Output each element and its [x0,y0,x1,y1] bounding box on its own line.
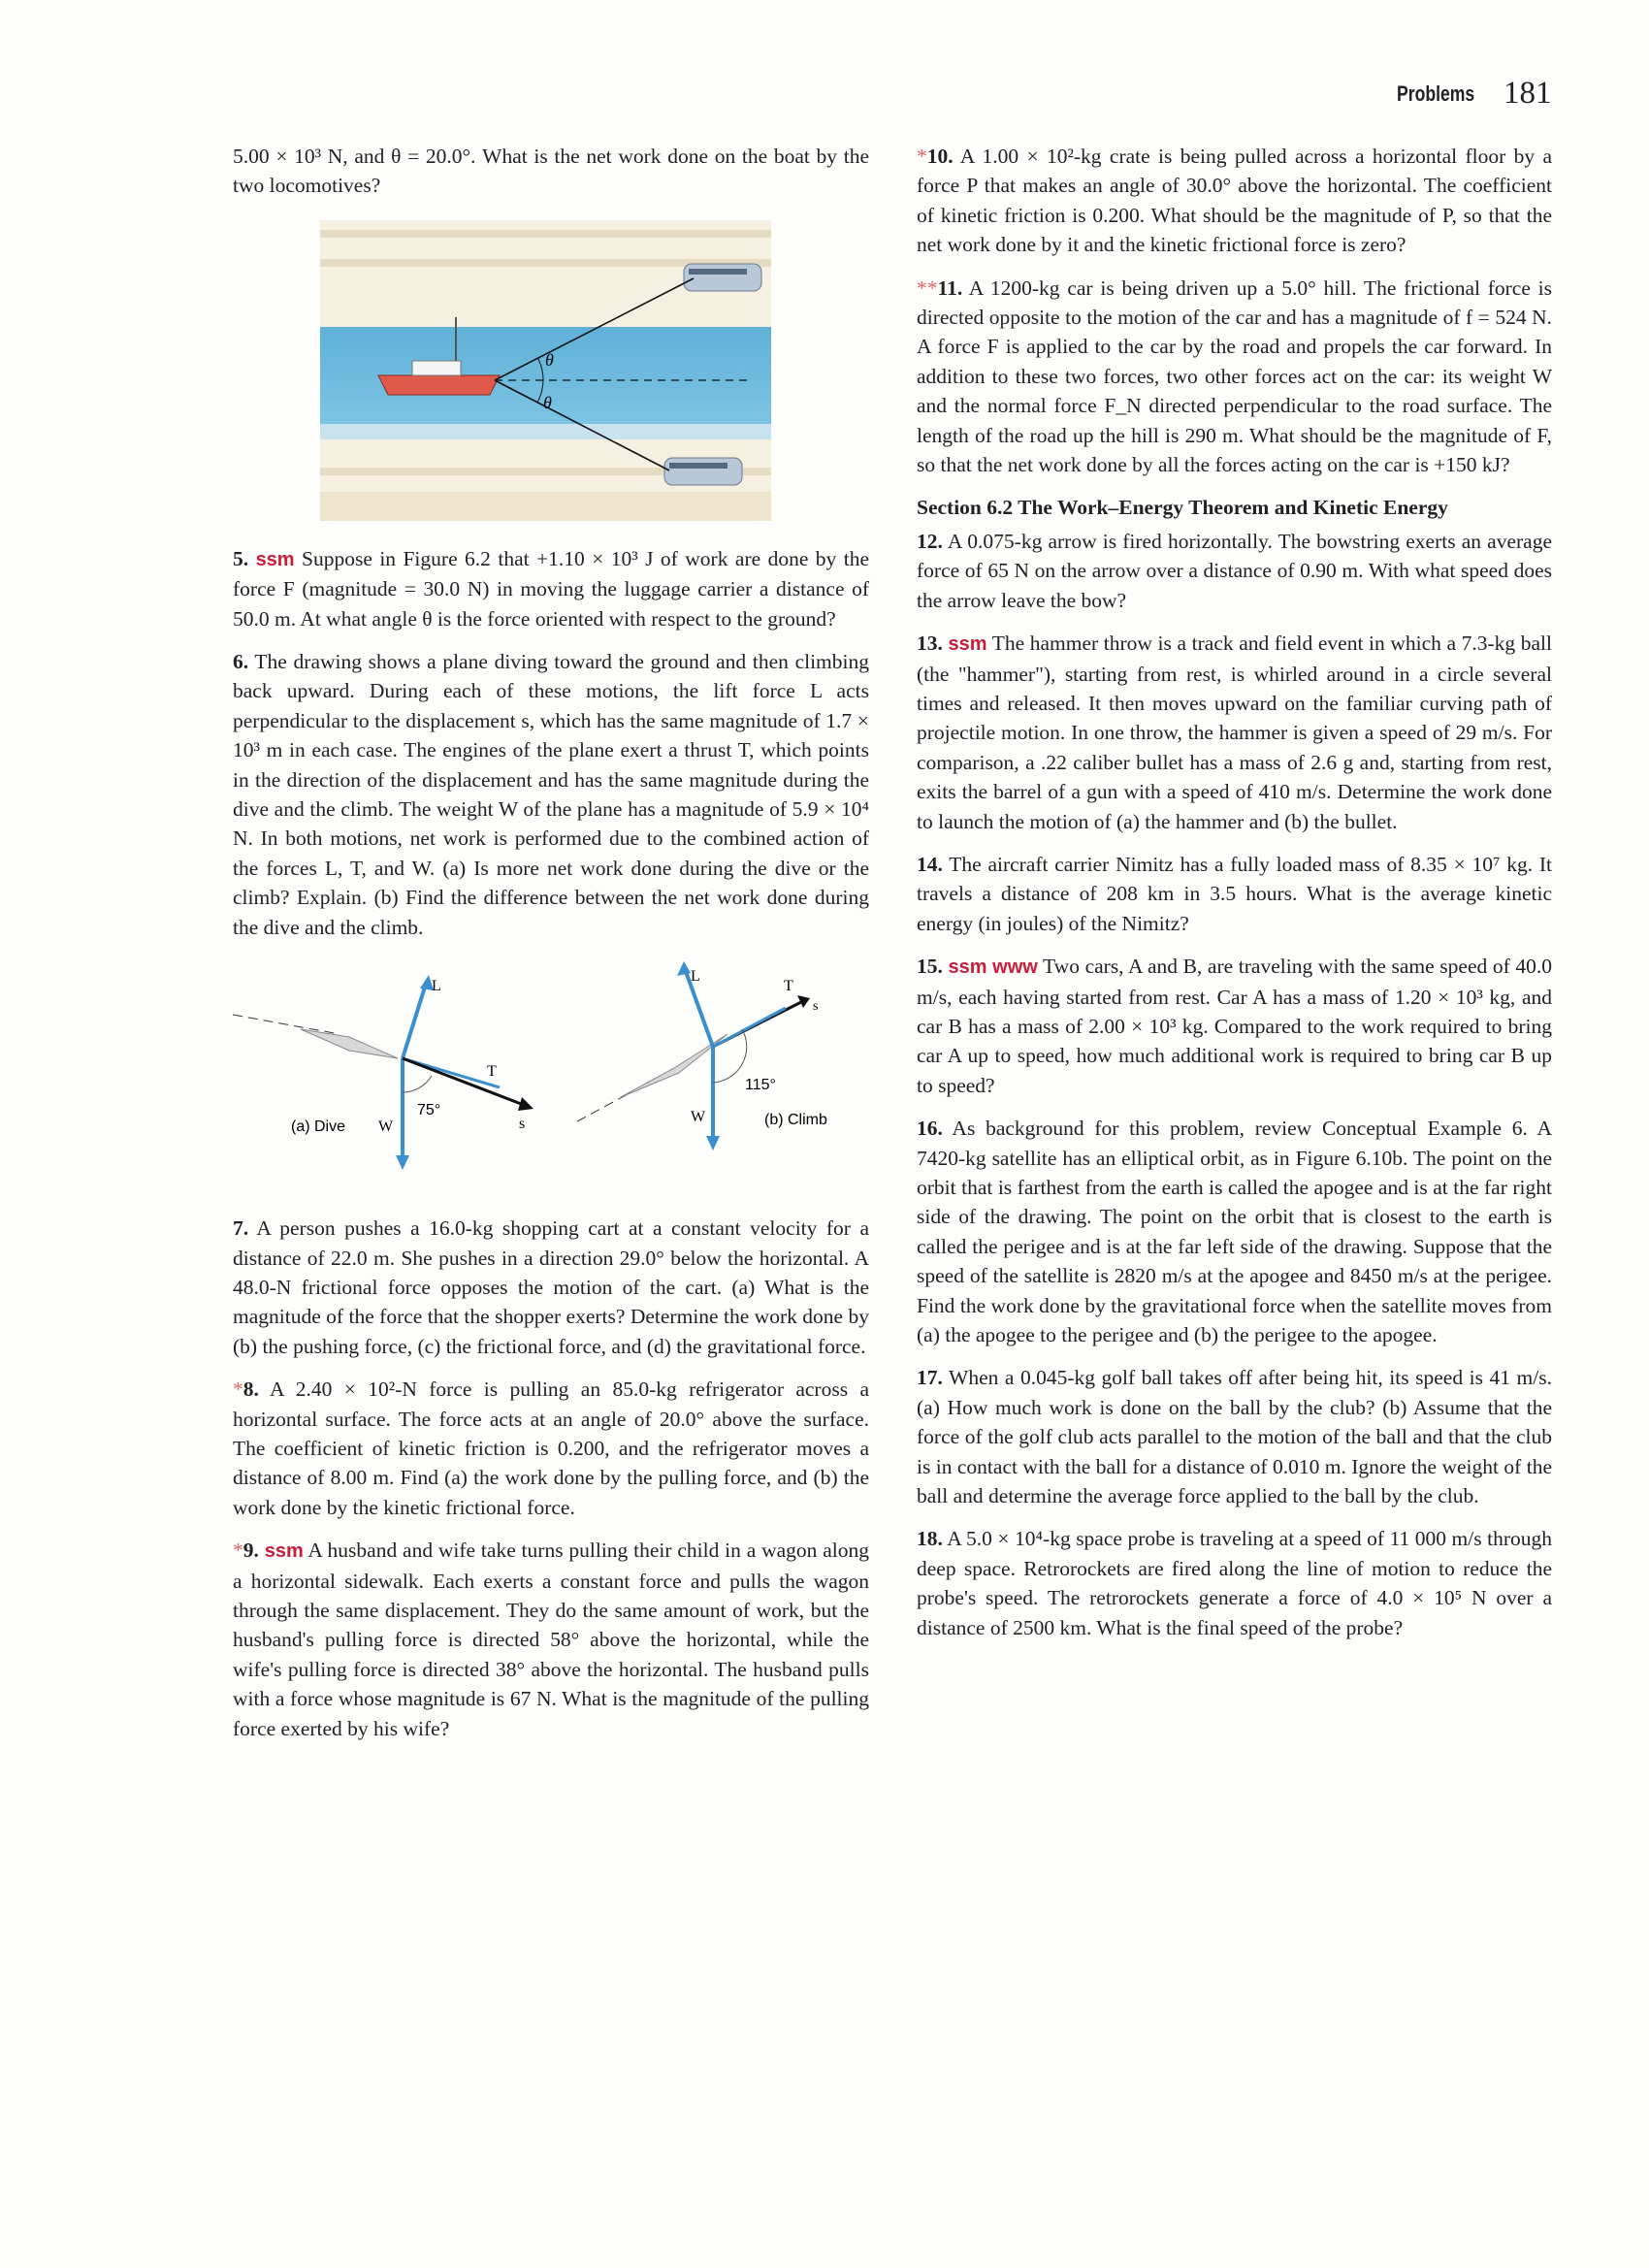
dive-diagram [233,975,534,1170]
problem-text: A 5.0 × 10⁴-kg space probe is traveling at a speed of 11 000 m/s through deep space. Retrorockets are fired along the line of motion to reduce the probe's speed. The retrorockets generate a force of 4.0 × 10⁵ N over a distance of 2500 km. What is the final speed of the probe? [917,1527,1552,1639]
boat-locomotives-figure [320,220,771,521]
arrow-L [403,981,427,1058]
ssm-tag: ssm [948,956,987,979]
problem-12 [917,527,1552,615]
track-top [320,230,771,238]
section-heading: Section 6.2 The Work–Energy Theorem and Kinetic Energy [917,496,1448,520]
caption-dive: (a) Dive [291,1118,346,1136]
difficulty-star: * [233,1539,243,1563]
arrow-s [403,1058,529,1107]
problem-13 [917,629,1552,836]
ssm-tag: ssm [948,633,987,656]
problem-text: A husband and wife take turns pulling their child in a wagon along a horizontal sidewalk. Each exerts a constant force and pulls the wagon through the same displacement. They do the same amount of work, but the husband's pulling force is directed 58° above the horizontal, while the wife's pulling force is directed 38° above the horizontal. The husband pulls with a force whose magnitude is 67 N. What is the magnitude of the pulling force exerted by his wife? [233,1539,869,1740]
problem-text: A 1.00 × 10²-kg crate is being pulled across a horizontal floor by a force P that makes an angle of 30.0° above the horizontal. The coefficient of kinetic friction is 0.200. What should be the magnitude of P, so that the net work done by it and the kinetic frictional force is zero? [917,145,1552,257]
theta-bottom-label: θ [543,392,552,412]
problem-number: 8. [242,1377,259,1402]
angle-75: 75° [417,1102,441,1119]
problem-4-continued: 5.00 × 10³ N, and θ = 20.0°. What is the net work done on the boat by the two locomotives? [233,145,869,198]
plane-dive-climb-figure [233,961,869,1194]
problem-11 [917,274,1552,480]
problem-14 [917,850,1552,938]
problem-10 [917,142,1552,260]
difficulty-star: * [233,1377,243,1402]
arrow-T-climb [713,1008,786,1047]
difficulty-star: ** [917,275,938,300]
problem-number: 10. [926,145,954,168]
theta-top-label: θ [545,349,554,370]
problem-text: Suppose in Figure 6.2 that +1.10 × 10³ J of work are done by the force F (magnitude = 30.0 N) in moving the luggage carrier a distance of 50.0 m. At what angle θ is the force oriented with respect to the ground? [233,546,869,631]
page-number: 181 [1504,76,1552,111]
problem-number: 11. [937,275,963,300]
problem-text: The aircraft carrier Nimitz has a fully loaded mass of 8.35 × 10⁷ kg. It travels a distance of 208 km in 3.5 hours. What is the average kinetic energy (in joules) of the Nimitz? [917,852,1552,935]
problem-number: 17. [917,1366,943,1390]
problem-text: When a 0.045-kg golf ball takes off after being hit, its speed is 41 m/s. (a) How much work is done on the ball by the club? (b) Assume that the force of the golf club acts parallel to the motion of the ball and that the club is in contact with the ball for a distance of 0.010 m. Ignore the weight of the ball and determine the average force applied to the ball by the club. [917,1366,1552,1508]
label-s-climb: s [813,999,819,1015]
www-tag: www [992,956,1038,979]
problem-text: As background for this problem, review Conceptual Example 6. A 7420-kg satellite has an elliptical orbit, as in Figure 6.10b. The point on the orbit that is farthest from the earth is called the apogee and is at the far right side of the drawing. The point on the orbit that is closest to the earth is called the perigee and is at the far left side of the drawing. Suppose that the speed of the satellite is 2820 m/s at the apogee and 8450 m/s at the perigee. Find the work done by the gravitational force when the satellite moves from (a) the apogee to the perigee and (b) the perigee to the apogee. [917,1117,1552,1347]
bottom-locomotive [664,458,742,485]
problem-18 [917,1524,1552,1642]
problem-number: 13. [917,632,943,656]
label-W-climb: W [691,1109,706,1126]
climb-diagram [577,961,827,1150]
running-head: Problems [1397,81,1475,106]
top-locomotive [684,264,761,291]
plane-dive [301,1029,398,1058]
page-header [1397,76,1562,114]
problem-number: 14. [917,852,943,876]
problem-text: Two cars, A and B, are traveling with the same speed of 40.0 m/s, each having started from rest. Car A has a mass of 1.20 × 10³ kg, and car B has a mass of 2.00 × 10³ kg. Compared to the work required to bring car A up to speed, how much additional work is required to bring car B up to speed? [917,955,1553,1097]
left-column [233,142,869,1757]
problem-number: 6. [233,650,249,674]
ground-bottom [320,492,771,521]
problem-text: A person pushes a 16.0-kg shopping cart at a constant velocity for a distance of 22.0 m. She pushes in a direction 29.0° below the horizontal. A 48.0-N frictional force opposes the motion of the cart. (a) What is the magnitude of the force that the shopper exerts? Determine the work done by (b) the pushing force, (c) the frictional force, and (d) the gravitational force. [233,1216,869,1358]
problem-7 [233,1214,869,1361]
label-L-climb: L [691,968,700,986]
difficulty-star: * [917,145,927,168]
label-s-dive: s [519,1116,526,1133]
problem-6 [233,647,869,942]
problem-number: 16. [917,1117,943,1141]
problem-number: 18. [917,1527,943,1551]
problem-17 [917,1363,1552,1510]
problem-8 [233,1375,869,1522]
problem-9 [233,1536,869,1743]
ssm-tag: ssm [264,1540,304,1563]
problem-number: 12. [917,529,943,553]
problem-text: The drawing shows a plane diving toward the ground and then climbing back upward. During each of these motions, the lift force L acts perpendicular to the displacement s, which has the same magnitude of 1.7 × 10³ m in each case. The engines of the plane exert a thrust T, which points in the direction of the displacement and has the same magnitude during the dive and the climb. The weight W of the plane has a magnitude of 5.9 × 10⁴ N. In both motions, net work is performed due to the combined action of the forces L, T, and W. (a) Is more net work done during the dive or the climb? Explain. (b) Find the difference between the net work done during the dive and the climb. [233,650,869,939]
problem-15 [917,952,1552,1100]
canal-edge [320,424,771,439]
problem-number: 9. [242,1539,259,1563]
label-W-dive: W [378,1118,394,1136]
label-T-dive: T [487,1063,497,1081]
problem-16 [917,1114,1552,1349]
problem-number: 5. [233,546,249,570]
angle-115: 115° [745,1077,776,1094]
problem-5 [233,544,869,633]
label-T-climb: T [784,978,793,995]
problem-text: A 0.075-kg arrow is fired horizontally. The bowstring exerts an average force of 65 N on the arrow over a distance of 0.90 m. With what speed does the arrow leave the bow? [917,529,1552,612]
problem-text: The hammer throw is a track and field event in which a 7.3-kg ball (the "hammer"), starting from rest, is whirled around in a circle several times and released. It then moves upward on the familiar curving path of projectile motion. In one throw, the hammer is given a speed of 29 m/s. For comparison, a .22 caliber bullet has a mass of 2.6 g and, starting from rest, exits the barrel of a gun with a speed of 410 m/s. Determine the work done to launch the motion of (a) the hammer and (b) the bullet. [917,632,1553,833]
right-column [917,142,1552,1656]
problem-number: 15. [917,955,943,979]
problem-number: 7. [233,1216,249,1241]
problem-text: A 1200-kg car is being driven up a 5.0° hill. The frictional force is directed opposite to the motion of the car and has a magnitude of f = 524 N. A force F is applied to the car by the road and propels the car forward. In addition to these two forces, two other forces act on the car: its weight W and the normal force F_N directed perpendicular to the road surface. The length of the road up the hill is 290 m. What should be the magnitude of F, so that the net work done by all the forces acting on the car is +150 kJ? [917,275,1552,477]
caption-climb: (b) Climb [764,1112,827,1129]
problem-text: A 2.40 × 10²-N force is pulling an 85.0-kg refrigerator across a horizontal surface. The force acts at an angle of 20.0° above the surface. The coefficient of kinetic friction is 0.200, and the refrigerator moves a distance of 8.00 m. Find (a) the work done by the pulling force, and (b) the work done by the kinetic frictional force. [233,1377,869,1519]
label-L-dive: L [432,978,441,995]
ssm-tag: ssm [255,548,295,570]
